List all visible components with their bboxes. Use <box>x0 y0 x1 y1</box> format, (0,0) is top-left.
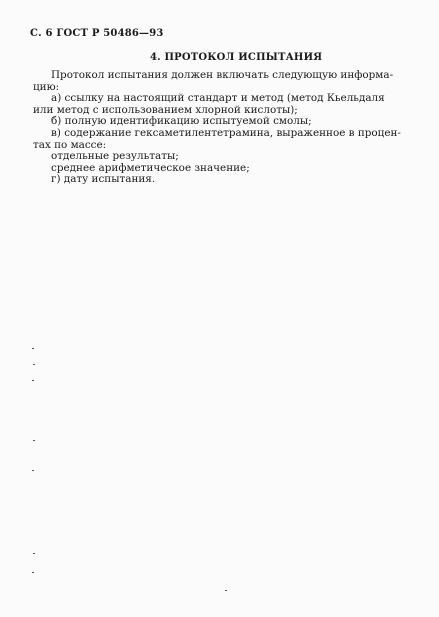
section-title: 4. ПРОТОКОЛ ИСПЫТАНИЯ <box>150 52 323 63</box>
item-d: г) дату испытания. <box>51 173 156 186</box>
intro-text-1: Протокол испытания должен включать следующую информа- <box>51 69 394 81</box>
item-c-line-1: в) содержание гексаметилентетрамина, выраженное в процен- <box>51 126 401 139</box>
intro-line-1 <box>33 70 408 82</box>
scan-speck <box>32 470 34 471</box>
item-a-line-2: или метод с использованием хлорной кислоты); <box>33 103 298 116</box>
intro-line-2: цию: <box>33 80 60 93</box>
page-header: С. 6 ГОСТ Р 50486—93 <box>30 28 164 39</box>
scan-speck <box>225 590 227 591</box>
scan-speck <box>32 380 34 381</box>
section-body <box>33 70 408 186</box>
item-b: б) полную идентификацию испытуемой смолы; <box>51 115 312 128</box>
item-c-line-2: тах по массе: <box>33 138 107 151</box>
scan-speck <box>33 553 35 554</box>
sub-item-2: среднее арифметическое значение; <box>51 161 250 174</box>
scan-speck <box>32 572 34 573</box>
scan-speck <box>32 348 34 349</box>
scan-speck <box>33 440 35 441</box>
scan-speck <box>33 364 35 365</box>
sub-item-1: отдельные результаты; <box>51 150 179 163</box>
item-a-line-1: а) ссылку на настоящий стандарт и метод (метод Кьельдаля <box>51 92 385 105</box>
